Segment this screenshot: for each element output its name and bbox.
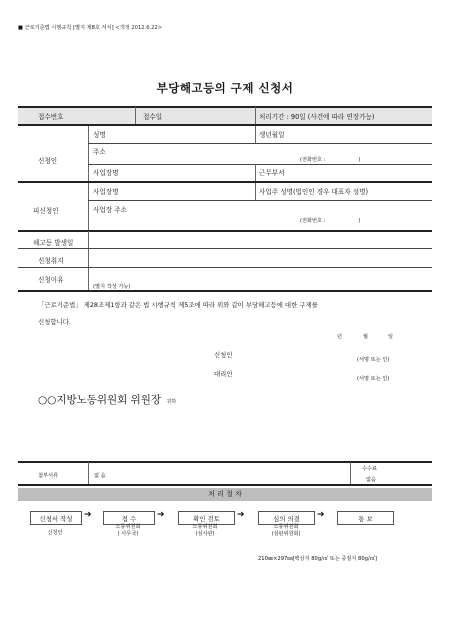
applicant-address-label[interactable]: 주소	[93, 148, 106, 156]
applicant-name-label[interactable]: 성명	[93, 131, 106, 139]
signature-representative-note[interactable]: (서명 또는 인)	[357, 376, 390, 382]
arrow-icon: ➔	[157, 510, 165, 520]
respondent-owner-label[interactable]: 사업주 성명(법인인 경우 대표자 성명)	[259, 188, 369, 196]
respondent-section-label: 피신청인	[33, 207, 59, 215]
actor-examiner: 노동위원회 (심사관)	[192, 524, 218, 537]
statement-line-1: 「근로기준법」 제28조제1항과 같은 법 시행규칙 제5조에 따라 위와 같이 부당해고등에 대한 구제를	[38, 301, 318, 309]
procedure-heading: 처 리 절 차	[18, 488, 432, 501]
signature-applicant-label: 신청인	[214, 351, 233, 359]
fee-label: 수수료	[362, 466, 378, 472]
step-receipt: 접 수	[103, 511, 155, 525]
date-day-label: 일	[388, 334, 394, 340]
respondent-workplace-label[interactable]: 사업장명	[93, 188, 119, 196]
paper-spec: 210㎜×297㎜[백상지 80g/㎡ 또는 중질지 80g/㎡]	[258, 556, 377, 562]
actor-applicant: 신청인	[47, 530, 63, 536]
form-reference	[18, 24, 162, 31]
receipt-date-label: 접수일	[143, 113, 163, 121]
step-notification: 통 보	[337, 511, 394, 525]
statement-line-2: 신청합니다.	[38, 318, 71, 326]
applicant-workplace-label[interactable]: 사업장명	[93, 169, 119, 177]
purpose-field[interactable]	[90, 250, 430, 265]
dismissal-date-label: 해고등 발생일	[33, 239, 74, 247]
step-deliberation: 심의 의결	[258, 511, 315, 525]
applicant-department-label[interactable]: 근무부서	[259, 169, 285, 177]
signature-representative-label: 대리인	[214, 370, 233, 378]
applicant-phone[interactable]: (전화번호 : )	[300, 157, 361, 163]
applicant-section-label: 신청인	[38, 157, 58, 165]
applicant-birth-label[interactable]: 생년월일	[259, 131, 285, 139]
form-title: 부당해고등의 구제 신청서	[156, 81, 294, 95]
attachments-value: 없 음	[94, 473, 106, 479]
date-month-label: 월	[363, 334, 369, 340]
signature-applicant-note[interactable]: (서명 또는 인)	[357, 357, 390, 363]
purpose-label: 신청취지	[38, 257, 64, 265]
law-reference: 근로기준법 시행규칙 [별지 제8호 서식]	[24, 25, 114, 31]
date-year-label: 년	[337, 334, 343, 340]
respondent-phone[interactable]: (전화번호 : )	[300, 218, 361, 224]
addressee-name: ○○지방노동위원회 위원장	[38, 394, 162, 406]
step-review: 확인 검토	[178, 511, 235, 525]
attachments-label: 첨부서류	[38, 473, 59, 479]
actor-committee: 노동위원회 (심판위원회)	[271, 524, 301, 537]
addressee	[38, 388, 176, 407]
attachment-note: (별지 작성 가능)	[93, 284, 131, 290]
actor-secretariat: 노동위원회 ( 사무국)	[115, 524, 141, 537]
respondent-address-label[interactable]: 사업장 주소	[93, 206, 127, 214]
arrow-icon: ➔	[317, 510, 325, 520]
bullet-icon: ■	[18, 25, 23, 31]
revision-date: <개정 2012.6.22>	[115, 25, 163, 31]
dismissal-date-field[interactable]	[90, 233, 430, 246]
arrow-icon: ➔	[84, 510, 92, 520]
receipt-number-label: 접수번호	[38, 113, 64, 121]
arrow-icon: ➔	[237, 510, 245, 520]
processing-period: 처리기간 : 90일 (사건에 따라 연장가능)	[259, 113, 375, 121]
addressee-suffix: 귀하	[166, 399, 177, 405]
reason-label: 신청이유	[38, 276, 64, 284]
fee-value: 없음	[366, 477, 377, 483]
step-write-application: 신청서 작성	[30, 511, 82, 525]
